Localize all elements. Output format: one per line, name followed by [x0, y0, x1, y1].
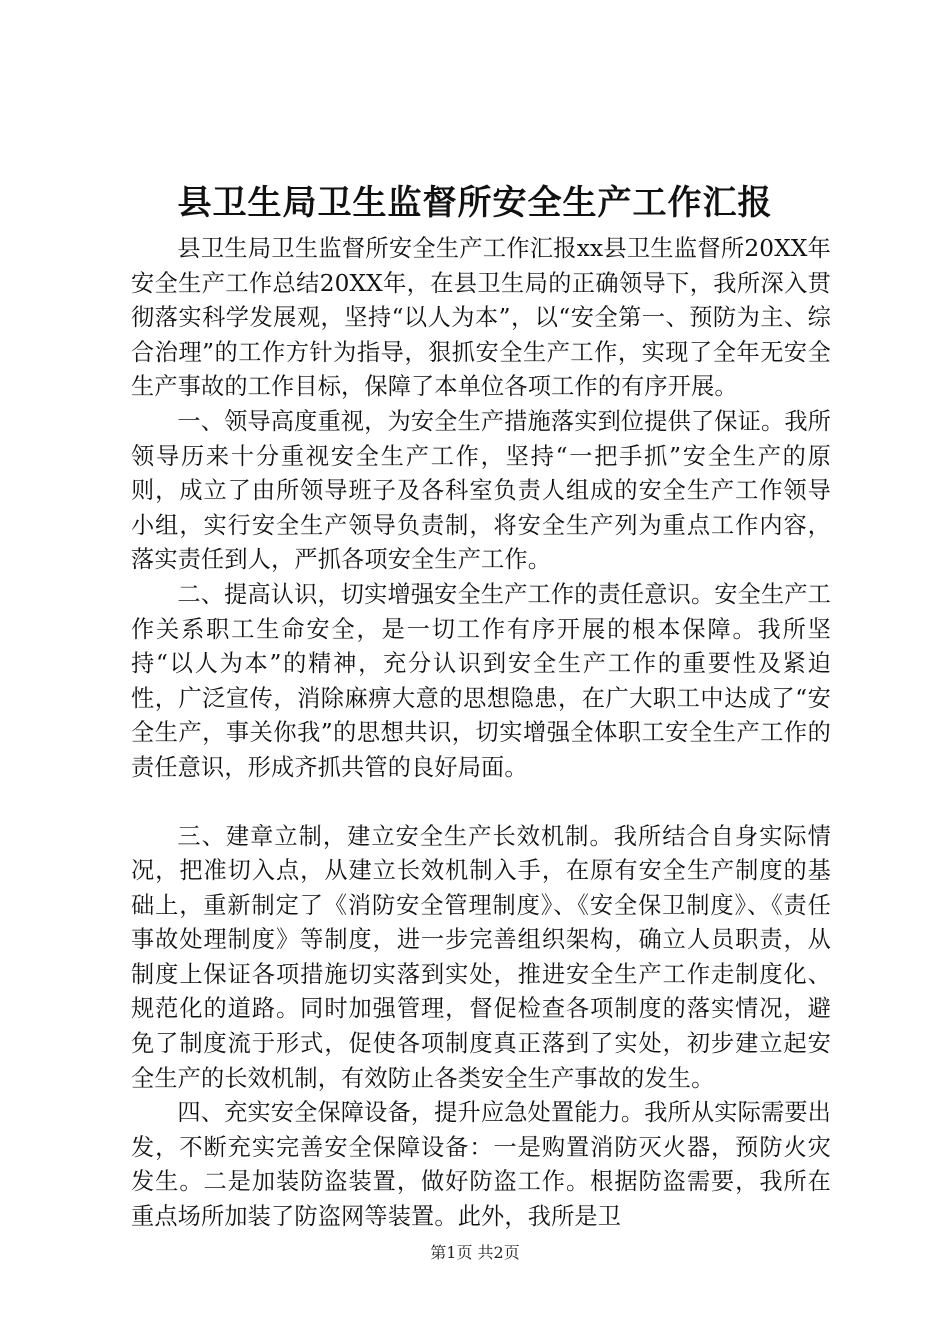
paragraph-section-2: 二、提高认识，切实增强安全生产工作的责任意识。安全生产工作关系职工生命安全，是一切工作有序开展的根本保障。我所坚持“以人为本”的精神，充分认识到安全生产工作的重要性及紧迫性，广泛宣传，消除麻痹大意的思想隐患，在广大职工中达成了“安全生产，事关你我”的思想共识，切实增强全体职工安全生产工作的责任意识，形成齐抓共管的良好局面。 — [131, 580, 831, 781]
document-title: 县卫生局卫生监督所安全生产工作汇报 — [177, 183, 773, 223]
document-body — [131, 232, 831, 1235]
page-number-footer: 第1页 共2页 — [430, 1243, 520, 1262]
paragraph-section-1: 一、领导高度重视，为安全生产措施落实到位提供了保证。我所领导历来十分重视安全生产工作，坚持“一把手抓”安全生产的原则，成立了由所领导班子及各科室负责人组成的安全生产工作领导小组，实行安全生产领导负责制，将安全生产列为重点工作内容，落实责任到人，严抓各项安全生产工作。 — [131, 407, 831, 574]
paragraph-intro: 县卫生局卫生监督所安全生产工作汇报xx县卫生监督所20XX年安全生产工作总结20XX年，在县卫生局的正确领导下，我所深入贯彻落实科学发展观，坚持“以人为本”，以“安全第一、预防为主、综合治理”的工作方针为指导，狠抓安全生产工作，实现了全年无安全生产事故的工作目标，保障了本单位各项工作的有序开展。 — [131, 235, 831, 401]
paragraph-section-4: 四、充实安全保障设备，提升应急处置能力。我所从实际需要出发，不断充实完善安全保障设备：一是购置消防灭火器，预防火灾发生。二是加装防盗装置，做好防盗工作。根据防盗需要，我所在重点场所加装了防盗网等装置。此外，我所是卫 — [131, 1099, 831, 1231]
paragraph-section-3: 三、建章立制，建立安全生产长效机制。我所结合自身实际情况，把准切入点，从建立长效机制入手，在原有安全生产制度的基础上，重新制定了《消防安全管理制度》、《安全保卫制度》、《责任事故处理制度》等制度，进一步完善组织架构，确立人员职责，从制度上保证各项措施切实落到实处，推进安全生产工作走制度化、规范化的道路。同时加强管理，督促检查各项制度的落实情况，避免了制度流于形式，促使各项制度真正落到了实处，初步建立起安全生产的长效机制，有效防止各类安全生产事故的发生。 — [131, 822, 831, 1092]
